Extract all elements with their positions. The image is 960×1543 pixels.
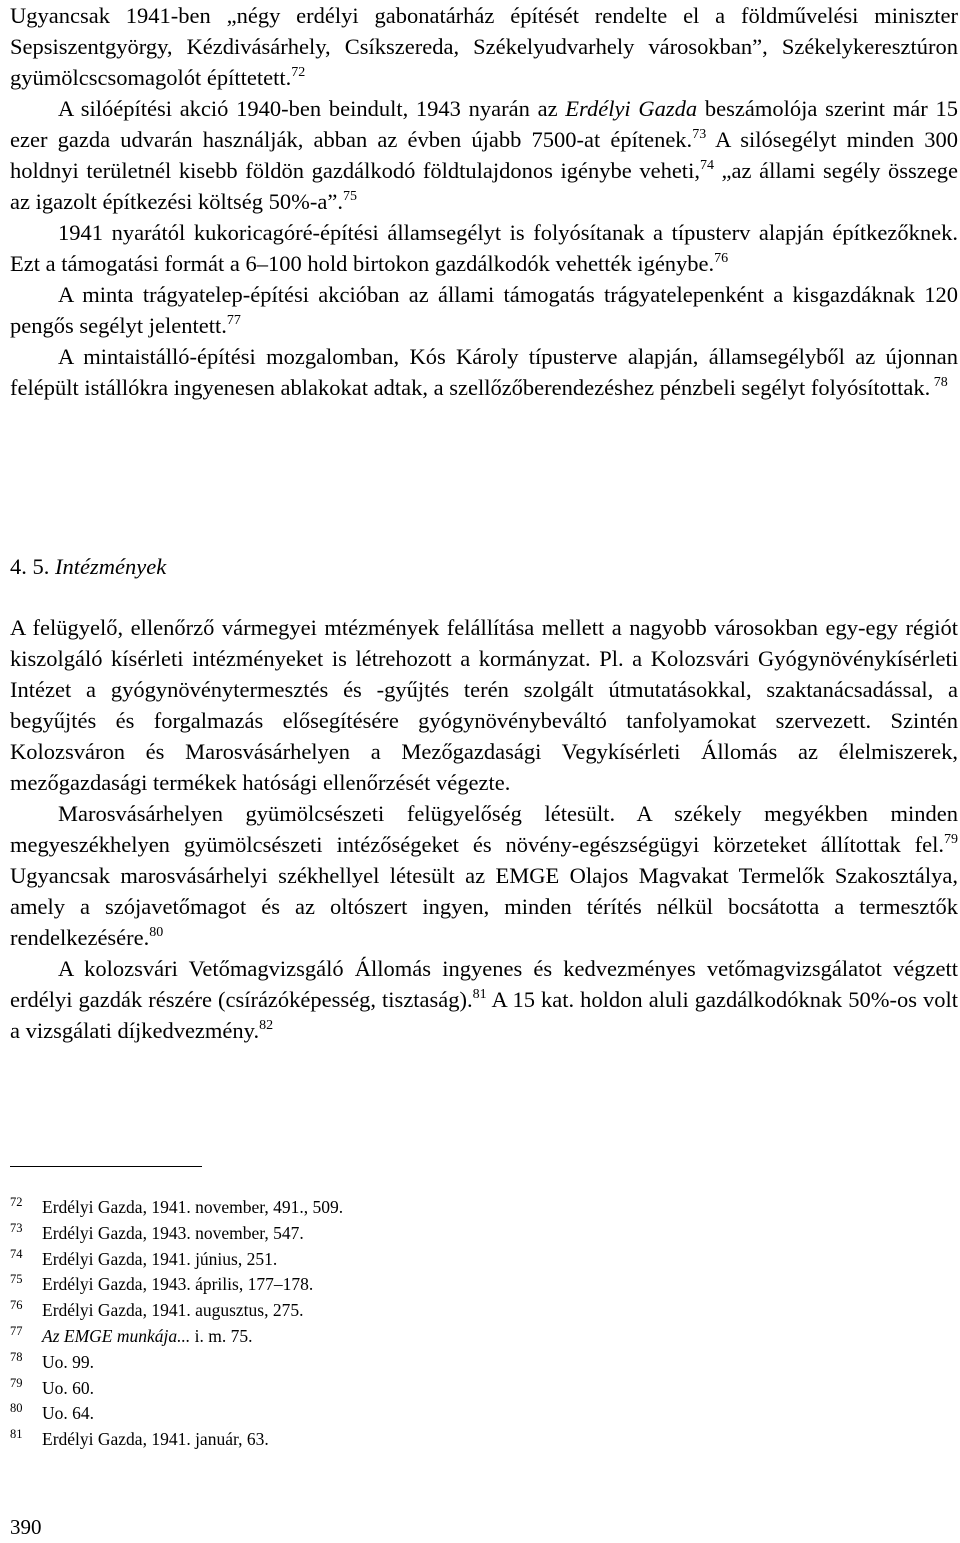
text-run: Ugyancsak marosvásárhelyi székhellyel létesült az EMGE Olajos Magvakat Termelők Szakosztálya, amely a szójavetőmagot és az oltószert ingyen, minden térítés nélkül bocsátotta a termesztők rendelkezésére. [10, 863, 958, 950]
footnote-number: 73 [10, 1220, 23, 1235]
paragraph [10, 93, 958, 217]
footnote-text [42, 1403, 94, 1423]
text-run: Uo. 99. [42, 1351, 95, 1372]
footnote-number: 75 [10, 1272, 23, 1287]
footnote-list [10, 1195, 610, 1453]
paragraph [10, 612, 958, 798]
footnote-reference: 77 [226, 313, 241, 328]
footnote-number: 81 [10, 1427, 23, 1442]
footnote-text [42, 1429, 269, 1449]
footnote-text [42, 1223, 304, 1243]
text-run: A silósegélyt minden 300 holdnyi területnél kisebb földön gazdálkodó földtulajdonos igénybe veheti, [10, 127, 958, 183]
footnote-number: 76 [10, 1298, 23, 1313]
text-run: i. m. 75. [190, 1325, 253, 1346]
footnote-reference: 73 [692, 127, 707, 142]
footnote [10, 1376, 610, 1402]
text-run: „az állami segély összege az igazolt építkezési költség 50%-a”. [10, 158, 959, 214]
text-run: Erdélyi Gazda, 1943. november, 547. [42, 1222, 304, 1243]
paragraph [10, 341, 958, 403]
footnote [10, 1324, 610, 1350]
footnote-number: 80 [10, 1401, 23, 1416]
text-run: A felügyelő, ellenőrző vármegyei mtézmények felállítása mellett a nagyobb városokban egy-egy régiót kiszolgáló kísérleti intézményeket is létrehozott a kormányzat. Pl. a Kolozsvári Gyógynövénykísérleti Intézet a gyógynövénytermesztés és -gyűjtés terén szolgált útmutatásokkal, szaktanácsadással, a begyűjtés és forgalmazás elősegítésére gyógynövénybeváltó tanfolyamokat szervezett. Szintén Kolozsváron és Marosvásárhelyen a Mezőgazdasági Vegykísérleti Állomás az élelmiszerek, mezőgazdasági termékek hatósági ellenőrzését végezte. [10, 615, 958, 795]
text-run: Erdélyi Gazda, 1941. november, 491., 509. [42, 1197, 344, 1217]
footnote [10, 1247, 610, 1273]
page-number: 390 [10, 1515, 42, 1539]
footnote [10, 1401, 610, 1427]
footnote [10, 1221, 610, 1247]
text-run: Erdélyi Gazda, 1941. január, 63. [42, 1429, 269, 1450]
footnote-reference: 80 [149, 925, 164, 940]
text-run: 1941 nyarától kukoricagóré-építési államsegélyt is folyósítanak a típusterv alapján építkezőknek. Ezt a támogatási formát a 6–100 hold birtokon gazdálkodók vehették igénybe. [10, 220, 958, 276]
text-run: A 15 kat. holdon aluli gazdálkodóknak 50%-os volt a vizsgálati díjkedvezmény. [10, 987, 958, 1043]
footnote [10, 1298, 610, 1324]
footnote-text [42, 1249, 277, 1269]
footnote [10, 1350, 610, 1376]
section-heading [10, 551, 166, 582]
paragraph [10, 0, 958, 93]
footnote [10, 1427, 610, 1453]
footnote-reference: 72 [291, 65, 306, 80]
italic-text: Az EMGE munkája... [42, 1325, 191, 1346]
section-title: Intézmények [55, 554, 167, 579]
text-run: A mintaistálló-építési mozgalomban, Kós Károly típusterve alapján, államsegélyből az újonnan felépült istállókra ingyenesen ablakokat adtak, a szellőzőberendezéshez pénzbeli segélyt folyósítottak. [10, 344, 958, 400]
section-number: 4. 5. [10, 554, 55, 579]
footnote [10, 1195, 610, 1221]
text-run: beszámolója szerint már 15 ezer gazda udvarán használják, abban az évben újabb 7500-at építenek. [10, 96, 958, 152]
text-run: Uo. 60. [42, 1377, 95, 1398]
main-text [10, 0, 958, 403]
footnote-reference: 76 [714, 251, 729, 266]
text-run: Erdélyi Gazda, 1941. augusztus, 275. [42, 1300, 304, 1321]
footnote-number: 78 [10, 1349, 23, 1364]
text-run: Ugyancsak 1941-ben „négy erdélyi gabonatárház építését rendelte el a földművelési miniszter Sepsiszentgyörgy, Kézdivásárhely, Csíkszereda, Székelyudvarhely városokban”, Székelykeresztúron gyümölcscsomagolót építtetett. [10, 3, 958, 90]
text-run: Erdélyi Gazda, 1941. június, 251. [42, 1248, 278, 1269]
section-text [10, 612, 958, 1046]
text-run: Erdélyi Gazda, 1943. április, 177–178. [42, 1274, 314, 1295]
footnote-reference: 74 [699, 158, 714, 173]
footnote-number: 77 [10, 1323, 23, 1338]
footnote-text [42, 1326, 252, 1346]
footnote-number: 74 [10, 1246, 23, 1261]
footnote-text [42, 1300, 303, 1320]
footnote [10, 1272, 610, 1298]
text-run: A kolozsvári Vetőmagvizsgáló Állomás ingyenes és kedvezményes vetőmagvizsgálatot végzett erdélyi gazdák részére (csírázóképesség, tisztaság). [10, 956, 958, 1012]
footnote-text [42, 1378, 94, 1398]
paragraph [10, 279, 958, 341]
footnote-text [42, 1197, 343, 1217]
footnote-text [42, 1274, 313, 1294]
footnote-number: 72 [10, 1195, 23, 1209]
paragraph [10, 953, 958, 1046]
text-run: A silóépítési akció 1940-ben beindult, 1943 nyarán az [58, 96, 566, 121]
footnote-text [42, 1352, 94, 1372]
italic-text: Erdélyi Gazda [565, 96, 698, 121]
paragraph [10, 217, 958, 279]
footnote-reference: 82 [259, 1018, 274, 1033]
text-run: Marosvásárhelyen gyümölcsészeti felügyelőség létesült. A székely megyékben minden megyeszékhelyen gyümölcsészeti intézőségeket és növény-egészségügyi körzeteket állítottak fel. [10, 801, 958, 857]
paragraph [10, 798, 958, 953]
footnote-number: 79 [10, 1375, 23, 1390]
footnote-reference: 79 [944, 832, 958, 847]
text-run: A minta trágyatelep-építési akcióban az állami támogatás trágyatelepenként a kisgazdáknak 120 pengős segélyt jelentett. [10, 282, 958, 338]
text-run: Uo. 64. [42, 1403, 95, 1424]
footnote-reference: 75 [343, 189, 357, 204]
footnote-reference: 81 [472, 987, 487, 1002]
footnote-reference: 78 [930, 375, 948, 390]
footnote-divider [10, 1166, 202, 1167]
